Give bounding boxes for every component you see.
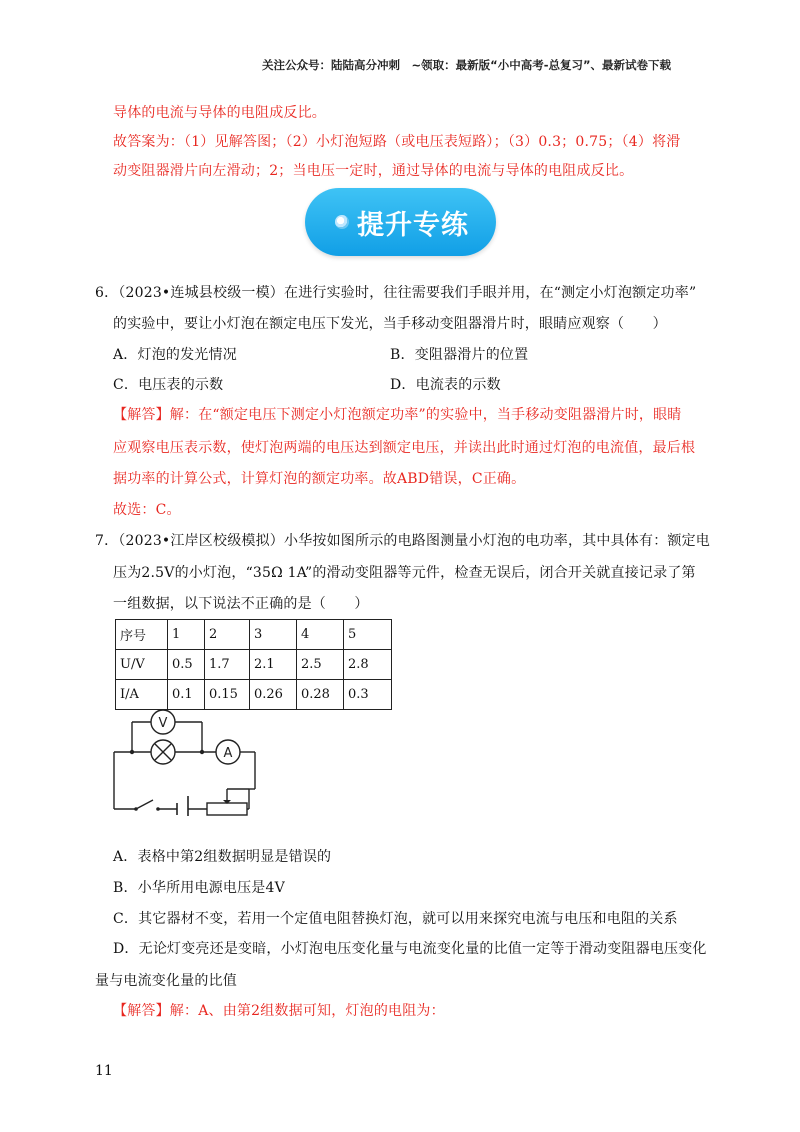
page-header: 关注公众号：陆陆高分冲刺 ~领取：最新版“小中高考-总复习”、最新试卷下载	[262, 58, 672, 72]
voltmeter-label: V	[158, 716, 168, 731]
q7-data-table	[115, 619, 392, 710]
table-row	[116, 620, 392, 650]
table-cell: 序号	[116, 620, 168, 650]
table-cell: 2.8	[344, 650, 392, 680]
table-cell: 0.3	[344, 680, 392, 710]
section-badge	[305, 188, 496, 256]
table-cell: 2.1	[250, 650, 297, 680]
q7-stem-line-2: 压为2.5V的小灯泡，“35Ω 1A”的滑动变阻器等元件，检查无误后，闭合开关就直接记录了第	[113, 565, 696, 581]
q7-option-a: A．表格中第2组数据明显是错误的	[113, 849, 332, 865]
q6-answer-line-3: 据功率的计算公式，计算灯泡的额定功率。故ABD错误，C正确。	[113, 471, 526, 487]
table-cell: 0.1	[168, 680, 205, 710]
q7-answer-line-1: 【解答】解：A、由第2组数据可知，灯泡的电阻为：	[113, 1003, 445, 1019]
table-cell: 4	[297, 620, 344, 650]
table-cell: 1.7	[205, 650, 250, 680]
table-cell: 3	[250, 620, 297, 650]
table-cell: 1	[168, 620, 205, 650]
q6-stem-line-2: 的实验中，要让小灯泡在额定电压下发光，当手移动变阻器滑片时，眼睛应观察（ ）	[113, 316, 667, 332]
q6-answer-line-2: 应观察电压表示数，使灯泡两端的电压达到额定电压，并读出此时通过灯泡的电流值，最后根	[113, 440, 696, 456]
prev-answer-line-1: 导体的电流与导体的电阻成反比。	[113, 105, 326, 121]
q6-stem-line-1: 6．（2023•连城县校级一模）在进行实验时，往往需要我们手眼并用，在“测定小灯泡额定功率”	[95, 285, 697, 301]
q6-option-b: B．变阻器滑片的位置	[390, 347, 529, 363]
q6-answer-line-1: 【解答】解：在“额定电压下测定小灯泡额定功率”的实验中，当手移动变阻器滑片时，眼睛	[113, 407, 682, 423]
table-cell: 0.28	[297, 680, 344, 710]
q6-option-c: C．电压表的示数	[113, 377, 224, 393]
q6-option-a: A．灯泡的发光情况	[113, 347, 237, 363]
q7-option-b: B．小华所用电源电压是4V	[113, 880, 285, 896]
table-cell: 0.5	[168, 650, 205, 680]
circuit-diagram	[108, 704, 268, 816]
bubble-icon	[335, 215, 349, 229]
q6-option-d: D．电流表的示数	[390, 377, 501, 393]
q7-option-c: C．其它器材不变，若用一个定值电阻替换灯泡，就可以用来探究电流与电压和电阻的关系	[113, 911, 678, 927]
prev-answer-line-2: 故答案为：（1）见解答图；（2）小灯泡短路（或电压表短路）；（3）0.3；0.75；（4）将滑	[113, 134, 681, 150]
q7-option-d-line-2: 量与电流变化量的比值	[95, 973, 237, 989]
table-cell: U/V	[116, 650, 168, 680]
q7-stem-line-3: 一组数据，以下说法不正确的是（ ）	[113, 596, 369, 612]
ammeter-label: A	[223, 746, 233, 761]
table-cell: 0.26	[250, 680, 297, 710]
table-cell: I/A	[116, 680, 168, 710]
table-cell: 5	[344, 620, 392, 650]
prev-answer-line-3: 动变阻器滑片向左滑动；2；当电压一定时，通过导体的电流与导体的电阻成反比。	[113, 163, 634, 179]
table-cell: 0.15	[205, 680, 250, 710]
q7-stem-line-1: 7．（2023•江岸区校级模拟）小华按如图所示的电路图测量小灯泡的电功率，其中具体有：额定电	[95, 533, 710, 549]
q6-answer-line-4: 故选：C。	[113, 502, 181, 518]
table-cell: 2	[205, 620, 250, 650]
q7-option-d-line-1: D．无论灯变亮还是变暗，小灯泡电压变化量与电流变化量的比值一定等于滑动变阻器电压变化	[113, 941, 707, 957]
table-cell: 2.5	[297, 650, 344, 680]
table-row	[116, 650, 392, 680]
section-badge-label: 提升专练	[357, 210, 469, 241]
page-number: 11	[95, 1063, 113, 1079]
